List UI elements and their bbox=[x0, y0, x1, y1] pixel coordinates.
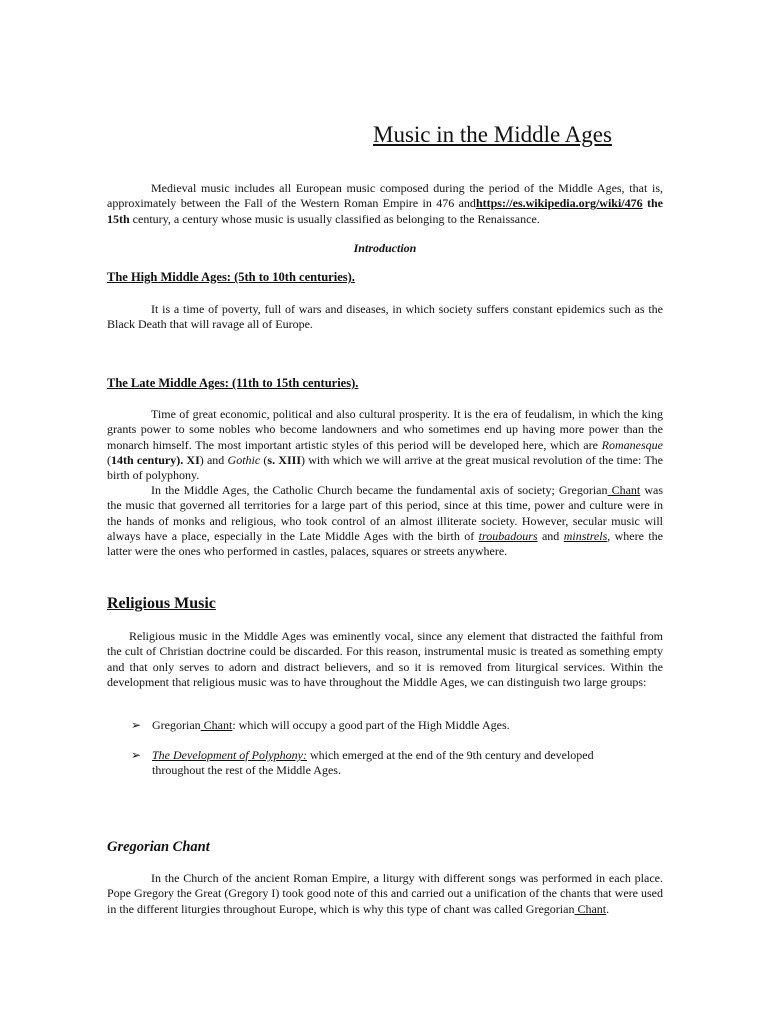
p2-text-end: , where the latter were the ones who performed in castles, palaces, squares or streets anywhere. bbox=[107, 528, 664, 559]
religious-music-heading: Religious Music bbox=[107, 595, 216, 612]
gc-period: . bbox=[606, 901, 610, 916]
bullet-description: which emerged at the end of the 9th century and developed throughout the rest of the Middle Ages. bbox=[152, 748, 594, 778]
intro-text: Medieval music includes all European music composed during the period of the Middle Ages, that is, approximately between the Fall of the Western Roman Empire in 476 and bbox=[107, 181, 663, 211]
arrow-bullet-icon: ➢ bbox=[131, 748, 142, 762]
gc-text: In the Church of the ancient Roman Empire, a liturgy with different songs was performed in each place. Pope Gregory the Great (Gregory I) took good note of this and carried out a unification of the chants that were used in the different liturgies throughout Europe, which is why this type of chant was called Gregorian bbox=[107, 871, 663, 916]
polyphony-term: The Development of Polyphony: bbox=[152, 748, 307, 762]
chant-term: Chant bbox=[607, 483, 641, 497]
bullet-text bbox=[152, 748, 622, 779]
troubadours-term: troubadours bbox=[478, 528, 538, 543]
gregorian-chant-heading: Gregorian Chant bbox=[107, 839, 210, 855]
late-middle-ages-heading: The Late Middle Ages: (11th to 15th centuries). bbox=[107, 376, 359, 390]
introduction-heading: Introduction bbox=[353, 241, 417, 255]
late-middle-ages-paragraph-2 bbox=[107, 483, 663, 559]
p1-text-end: ) with which we will arrive at the great musical revolution of the time: The birth of polyphony. bbox=[107, 452, 663, 483]
religious-music-paragraph: Religious music in the Middle Ages was eminently vocal, since any element that distracted the faithful from the cult of Christian doctrine could be discarded. For this reason, instrumental music is treated as something empty and that only serves to adorn and distract believers, and so it is removed from liturgical services. Within the development that religious music was to have throughout the Middle Ages, we can distinguish two large groups: bbox=[107, 629, 663, 689]
late-middle-ages-paragraph-1 bbox=[107, 407, 663, 483]
bullet-term-chant: Chant bbox=[200, 718, 233, 732]
p1-text: Time of great economic, political and also cultural prosperity. It is the era of feudalism, in which the king grants power to some nobles who become landowners and who sometimes end up having more power than the monarch himself. The most important artistic styles of this period will be developed here, which are bbox=[107, 407, 663, 452]
gothic-date: s. XIII bbox=[267, 452, 301, 467]
romanesque-date: 14th century). XI bbox=[111, 452, 200, 467]
minstrels-term: minstrels bbox=[563, 528, 608, 543]
arrow-bullet-icon: ➢ bbox=[131, 718, 142, 732]
p2-text-mid: was the music that governed all territories for a large part of this period, since at this time, power and culture were in the hands of monks and religious, who took control of an almost illiterate society. However, secular music will always have a place, especially in the Late Middle Ages with the birth of bbox=[107, 483, 663, 543]
wikipedia-link[interactable]: https://es.wikipedia.org/wiki/476 bbox=[475, 196, 643, 211]
high-middle-ages-heading: The High Middle Ages: (5th to 10th centuries). bbox=[107, 270, 355, 284]
p1-paren: ( bbox=[107, 452, 111, 467]
intro-paragraph bbox=[107, 181, 663, 227]
romanesque-term: Romanesque bbox=[601, 437, 663, 452]
gc-chant-term: Chant bbox=[574, 901, 607, 916]
bullet-text bbox=[152, 718, 622, 733]
gregorian-chant-paragraph bbox=[107, 871, 663, 917]
bullet-term: Gregorian bbox=[152, 718, 201, 732]
intro-text-end: century, a century whose music is usually classified as belonging to the Renaissance. bbox=[129, 211, 540, 226]
intro-bold-century: the 15th bbox=[107, 196, 664, 226]
p2-and: and bbox=[537, 528, 564, 543]
p2-text: In the Middle Ages, the Catholic Church became the fundamental axis of society; Gregorian bbox=[151, 483, 608, 497]
document-title: Music in the Middle Ages bbox=[373, 122, 612, 147]
p1-and: ) and bbox=[199, 452, 228, 467]
high-middle-ages-paragraph: It is a time of poverty, full of wars and diseases, in which society suffers constant epidemics such as the Black Death that will ravage all of Europe. bbox=[107, 302, 663, 332]
bullet-description: : which will occupy a good part of the High Middle Ages. bbox=[232, 718, 510, 732]
gothic-term: Gothic bbox=[227, 452, 261, 467]
p1-paren-2: ( bbox=[260, 452, 268, 467]
